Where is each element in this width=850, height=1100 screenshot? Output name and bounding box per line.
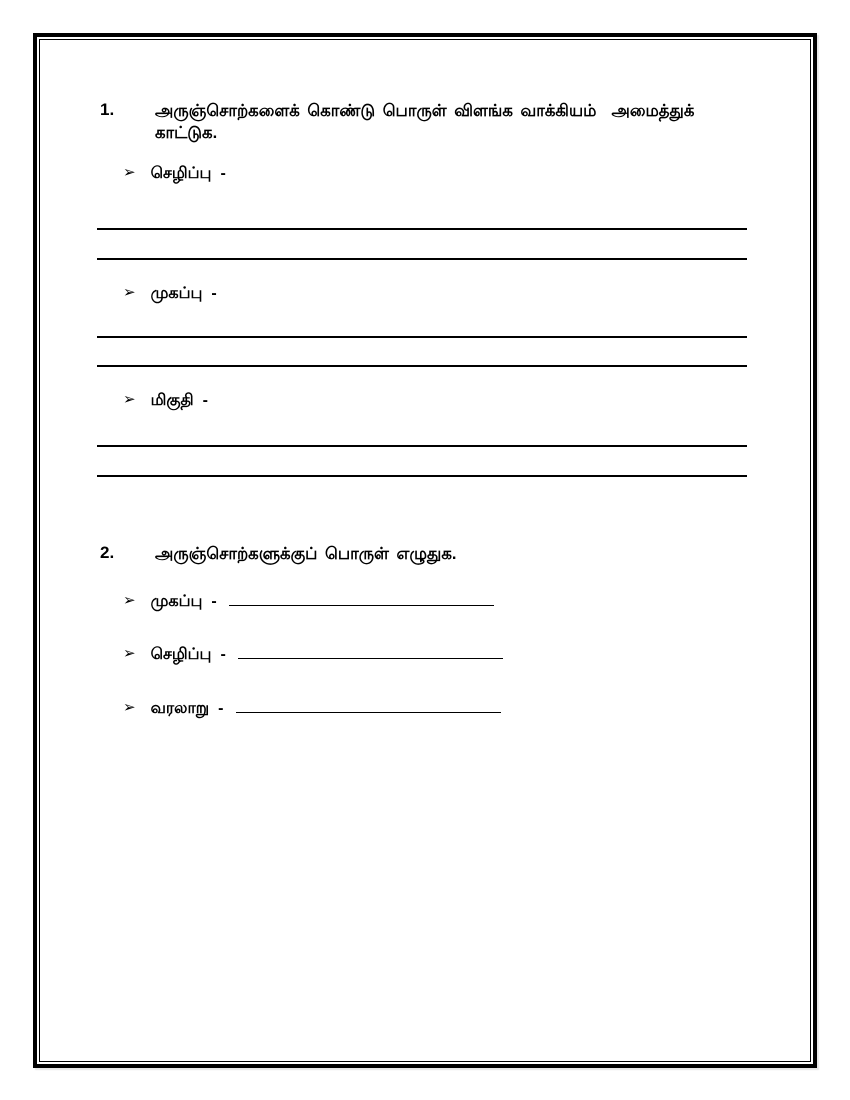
term-separator: - [211,285,217,302]
q2-term-sezhippu [123,644,503,665]
answer-line[interactable] [97,445,747,447]
term-label: வரலாறு [150,700,210,717]
arrow-bullet-icon: ➢ [123,645,136,662]
term-label: முகப்பு [150,285,203,302]
term-separator: - [218,700,224,717]
arrow-bullet-icon: ➢ [123,699,136,716]
arrow-bullet-icon: ➢ [123,391,136,408]
question-1-text: அருஞ்சொற்களைக் கொண்டு பொருள் விளங்க வாக்கியம் அமைத்துக் காட்டுக. [155,102,702,143]
arrow-bullet-icon: ➢ [123,284,136,301]
question-1-number: 1. [100,100,115,119]
term-label: செழிப்பு [150,646,212,663]
fill-in-blank[interactable] [229,591,494,606]
q1-term-mugappu [123,284,217,304]
q1-term-sezhippu [123,164,226,184]
q2-term-mugappu [123,591,494,612]
term-separator: - [220,646,226,663]
term-label: செழிப்பு [150,165,212,182]
answer-line[interactable] [97,475,747,477]
term-label: மிகுதி [150,392,194,409]
term-label: முகப்பு [150,593,203,610]
term-separator: - [211,593,217,610]
question-1 [100,100,750,145]
question-2-text: அருஞ்சொற்களுக்குப் பொருள் எழுதுக. [155,545,457,563]
question-2-number: 2. [100,543,115,562]
arrow-bullet-icon: ➢ [123,164,136,181]
question-2 [100,543,750,565]
answer-line[interactable] [97,365,747,367]
arrow-bullet-icon: ➢ [123,592,136,609]
term-separator: - [202,392,208,409]
q1-term-miguthi [123,391,208,411]
answer-line[interactable] [97,258,747,260]
answer-line[interactable] [97,336,747,338]
q2-term-varalaaru [123,698,501,719]
fill-in-blank[interactable] [236,698,501,713]
term-separator: - [220,165,226,182]
fill-in-blank[interactable] [238,644,503,659]
answer-line[interactable] [97,228,747,230]
